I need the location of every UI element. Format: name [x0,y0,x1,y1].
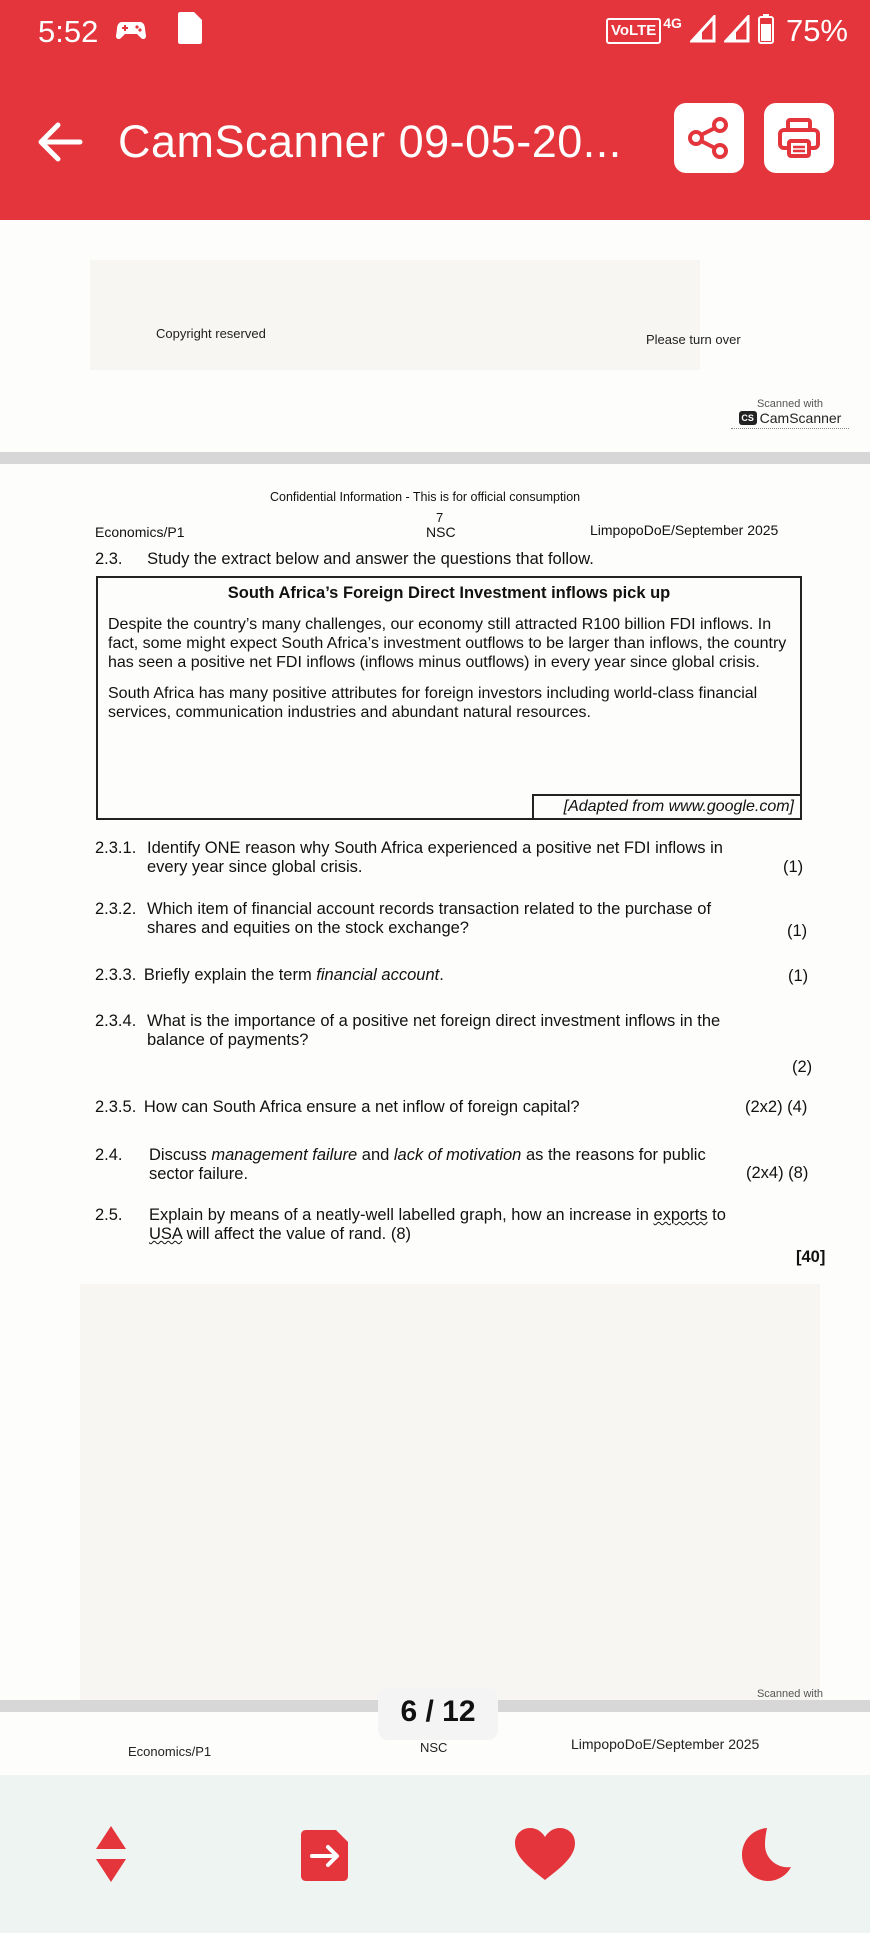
print-button[interactable] [764,103,834,173]
night-mode-button[interactable] [735,1824,795,1884]
extract-box [96,576,802,820]
gamepad-icon [116,19,146,46]
status-time: 5:52 [38,14,99,49]
question-2-3: 2.3. Study the extract below and answer the questions that follow. [95,550,594,568]
favorite-heart-icon [513,1826,577,1882]
next-level-header: NSC [420,1740,448,1755]
next-subject-header: Economics/P1 [128,1744,212,1759]
extract-heading: South Africa’s Foreign Direct Investment inflows pick up [227,584,671,602]
mark-2-3-2: (1) [787,922,808,940]
page-previous [0,220,870,452]
status-right [606,13,848,49]
share-icon [686,115,732,161]
mark-2-3-3: (1) [788,967,809,985]
copyright-text: Copyright reserved [156,326,266,341]
camscanner-watermark: Scanned with CS CamScanner [731,398,849,429]
exam-header: LimpopoDoE/September 2025 [590,522,779,538]
bottom-toolbar [0,1775,870,1933]
document-title: CamScanner 09-05-20... [118,116,622,167]
battery-icon [758,14,774,49]
extract-paragraph-1: Despite the country’s many challenges, our economy still attracted R100 billion FDI inflows. In fact, some might expect South Africa’s investment outflows to be larger than inflows, the country has seen a positive net FDI inflows (inflows minus outflows) in every year since global crisis. [108,616,787,671]
bleed-through-shadow [80,1284,820,1704]
night-mode-icon [737,1825,793,1883]
level-header: NSC [426,524,456,540]
favorite-button[interactable] [513,1824,577,1884]
back-button[interactable] [34,116,86,168]
arrow-left-icon [34,116,86,168]
document-viewer[interactable] [0,220,870,1775]
title-bar [0,100,870,190]
scroll-mode-button[interactable] [81,1824,141,1884]
mark-2-3-1: (1) [783,858,804,876]
app-header [0,0,870,220]
signal-icon [690,15,716,48]
page-current: Confidential Information - This is for official consumption 7 Economics/P1 NSC LimpopoDoE/September 2025 2.3. Study the extract below and answer the questions that follow. South Africa’s Foreign Direct Investment inflows pick up Despite the country’s many challenges, our economy still attracted R100 billion FDI inflows. In fact, some might expect South Africa’s investment outflows to be larger than inflows, the country has seen a positive net FDI inflows (inflows minus outflows) in every year since global crisis. South Africa has many positive attributes for foreign investors including world-class financial services, communication industries and abundant natural resources. [Adapted from www.google.com] 2.3.1. Identify ONE reason why South Africa experienced a positive net FDI inflows in every year since global crisis. (1) 2.3.2. Which item of financial account records transaction related to the purchase of shares and equities on the stock exchange? (1) 2.3.3. Briefly explain the term financial account. (1) 2.3.4. What is the importance of a positive net foreign direct investment inflows in the balance of payments? (2) 2.3.5. How can South Africa ensure a net inflow of foreign capital? (2x2) (4) 2.4. Discuss management failure and lack of motivation as the reasons for public sector failure. (2x4) (8) 2.5. Explain by means of a neatly-well labelled graph, how an increase in exports to USA will affect the value of rand. (8) [40] Scanned with [0,464,870,1775]
volte-indicator: VoLTE 4G [606,18,682,44]
page-number: 7 [436,510,444,525]
confidential-note: Confidential Information - This is for official consumption [270,490,581,504]
status-bar [0,0,870,70]
next-exam-header: LimpopoDoE/September 2025 [571,1736,760,1752]
signal-icon-2 [724,15,750,48]
jump-to-page-button[interactable] [296,1824,356,1884]
extract-source: [Adapted from www.google.com] [563,798,794,815]
jump-page-icon [298,1826,354,1882]
mark-2-3-4: (2) [792,1058,813,1076]
total-marks: [40] [796,1248,826,1266]
extract-paragraph-2: South Africa has many positive attributes for foreign investors including world-class financial services, communication industries and abundant natural resources. [108,685,758,721]
mark-2-3-5: (2x2) (4) [745,1098,808,1116]
camscanner-logo-icon: CS [739,411,757,425]
document-icon [178,12,202,49]
turn-over-text: Please turn over [646,332,741,347]
print-icon [776,115,822,161]
mark-2-4: (2x4) (8) [746,1164,809,1182]
camscanner-watermark: Scanned with [731,1688,849,1719]
question-2-3-3: 2.3.3. Briefly explain the term financial account. [95,966,444,984]
page-indicator: 6 / 12 [378,1688,498,1740]
scroll-updown-icon [94,1824,128,1884]
bleed-through-shadow [90,260,700,370]
battery-percent: 75% [785,13,848,48]
subject-header: Economics/P1 [95,524,185,540]
share-button[interactable] [674,103,744,173]
question-2-3-5: 2.3.5. How can South Africa ensure a net inflow of foreign capital? [95,1098,580,1116]
page-separator [0,452,870,464]
